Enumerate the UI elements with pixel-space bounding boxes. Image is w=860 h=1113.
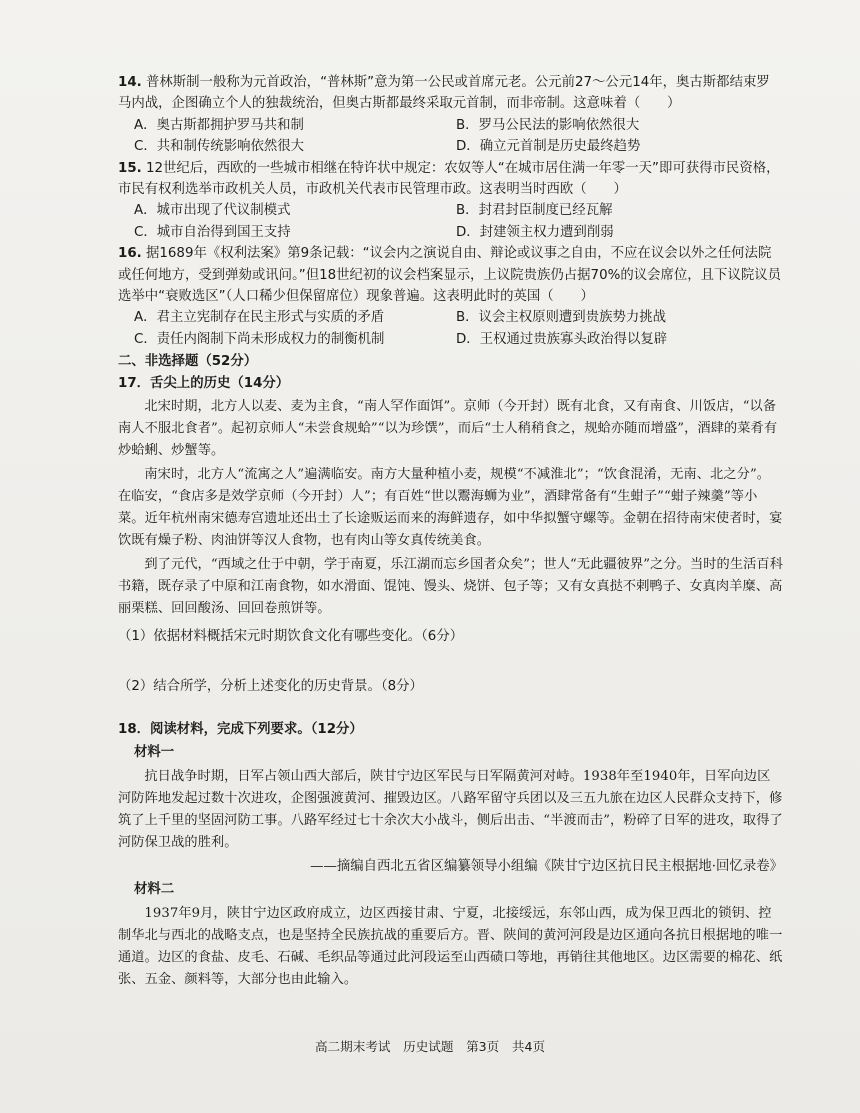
sub-question-2: （2）结合所学，分析上述变化的历史背景。（8分）	[118, 678, 423, 694]
option-a: A．城市出现了代议制模式	[134, 203, 291, 219]
option-a: A．奥古斯都拥护罗马共和制	[134, 117, 304, 133]
question-17-title: 17．舌尖上的历史（14分）	[118, 375, 290, 391]
option-b: B．封君封臣制度已经瓦解	[456, 203, 613, 219]
question-stem: 据1689年《权利法案》第9条记载：“议会内之演说自由、辩论或议事之自由，不应在议会以外之任何法院或任何地方，受到弹劾或讯问。”但18世纪初的议会档案显示，上议院贵族仍占据70%的议会席位，且下议院议员选举中“衰败选区”（人口稀少但保留席位）现象普遍。这表明此时的英国（ ）	[118, 246, 782, 305]
material-paragraph: 南宋时，北方人“流寓之人”遍满临安。南方大量种植小麦，规模“不减淮北”；“饮食混淆，无南、北之分”。在临安，“食店多是效学京师（今开封）人”；有百姓“世以鬻海蛳为业”，酒肆常备有“生蚶子”“蚶子辣羹”等小菜。近年杭州南宋德寿宫遗址还出土了长途贩运而来的海鲜遗存，如中华拟蟹守螺等。金朝在招待南宋使者时，宴饮既有燥子粉、肉油饼等汉人食物，也有肉山等女真传统美食。	[118, 467, 783, 549]
option-c: C．责任内阁制下尚未形成权力的制衡机制	[134, 331, 385, 347]
material-paragraph: 北宋时期，北方人以麦、麦为主食，“南人罕作面饵”。京师（今开封）既有北食，又有南食、川饭店，“以备南人不服北食者”。起初京师人“未尝食规蛤”“以为珍馔”，而后“士人稍稍食之，规蛤亦随而增盛”，酒肆的菜肴有炒蛤蜊、炒蟹等。	[118, 399, 778, 459]
option-d: D．王权通过贵族寡头政治得以复辟	[456, 331, 668, 347]
question-18-title: 18．阅读材料，完成下列要求。（12分）	[118, 721, 363, 737]
material-2-label: 材料二	[134, 882, 175, 898]
section-heading: 二、非选择题（52分）	[118, 354, 258, 370]
question-15-options	[134, 200, 783, 243]
question-16-options	[134, 307, 783, 350]
question-14	[118, 72, 783, 115]
option-d: D．确立元首制是历史最终趋势	[456, 139, 641, 155]
exam-content	[118, 72, 783, 991]
question-number: 16.	[118, 246, 142, 262]
option-c: C．城市自治得到国王支持	[134, 224, 291, 240]
option-b: B．议会主权原则遭到贵族势力挑战	[456, 310, 667, 326]
question-16	[118, 243, 783, 307]
question-14-options	[134, 115, 783, 158]
option-a: A．君主立宪制存在民主形式与实质的矛盾	[134, 310, 385, 326]
material-paragraph: 到了元代，“西域之仕于中朝，学于南夏，乐江湖而忘乡国者众矣”；世人“无此疆彼界”之分。当时的生活百科书籍，既存录了中原和江南食物，如水滑面、馄饨、馒头、烧饼、包子等；又有女真挞不剌鸭子、女真肉羊糜、高丽栗糕、回回酸汤、回回卷煎饼等。	[118, 557, 783, 617]
option-d: D．封建领主权力遭到削弱	[456, 224, 614, 240]
question-number: 14.	[118, 75, 142, 90]
question-stem: 普林斯制一般称为元首政治，“普林斯”意为第一公民或首席元老。公元前27～公元14年，奥古斯都结束罗马内战，企图确立个人的独裁统治，但奥古斯都最终采取元首制，而非帝制。这意味着（ ）	[118, 75, 770, 112]
question-stem: 12世纪后，西欧的一些城市相继在特许状中规定：农奴等人“在城市居住满一年零一天”即可获得市民资格，市民有权利选举市政机关人员，市政机关代表市民管理市政。这表明当时西欧（ ）	[118, 160, 780, 198]
option-b: B．罗马公民法的影响依然很大	[456, 117, 640, 133]
page-footer: 高二期末考试 历史试题 第3页 共4页	[314, 1039, 546, 1054]
question-15	[118, 158, 783, 201]
material-1-label: 材料一	[134, 745, 175, 761]
material-2-text: 1937年9月，陕甘宁边区政府成立，边区西接甘肃、宁夏，北接绥远，东邻山西，成为保卫西北的锁钥、控制华北与西北的战略支点，也是坚持全民族抗战的重要后方。晋、陕间的黄河河段是边区通向各抗日根据地的唯一通道。边区的食盐、皮毛、石碱、毛织品等通过此河段运至山西碛口等地，再销往其他地区。边区需要的棉花、纸张、五金、颜料等，大部分也由此输入。	[118, 905, 783, 987]
material-1-text: 抗日战争时期，日军占领山西大部后，陕甘宁边区军民与日军隔黄河对峙。1938年至1940年，日军向边区河防阵地发起过数十次进攻，企图强渡黄河、摧毁边区。八路军留守兵团以及三五九旅在边区人民群众支持下，修筑了上千里的坚固河防工事。八路军经过七十余次大小战斗，侧后出击、“半渡而击”，粉碎了日军的进攻，取得了河防保卫战的胜利。	[118, 768, 783, 850]
material-1-source: ——摘编自西北五省区编纂领导小组编《陕甘宁边区抗日民主根据地·回忆录卷》	[310, 858, 783, 874]
option-c: C．共和制传统影响依然很大	[134, 139, 305, 155]
question-number: 15.	[118, 160, 142, 176]
sub-question-1: （1）依据材料概括宋元时期饮食文化有哪些变化。（6分）	[118, 629, 464, 645]
